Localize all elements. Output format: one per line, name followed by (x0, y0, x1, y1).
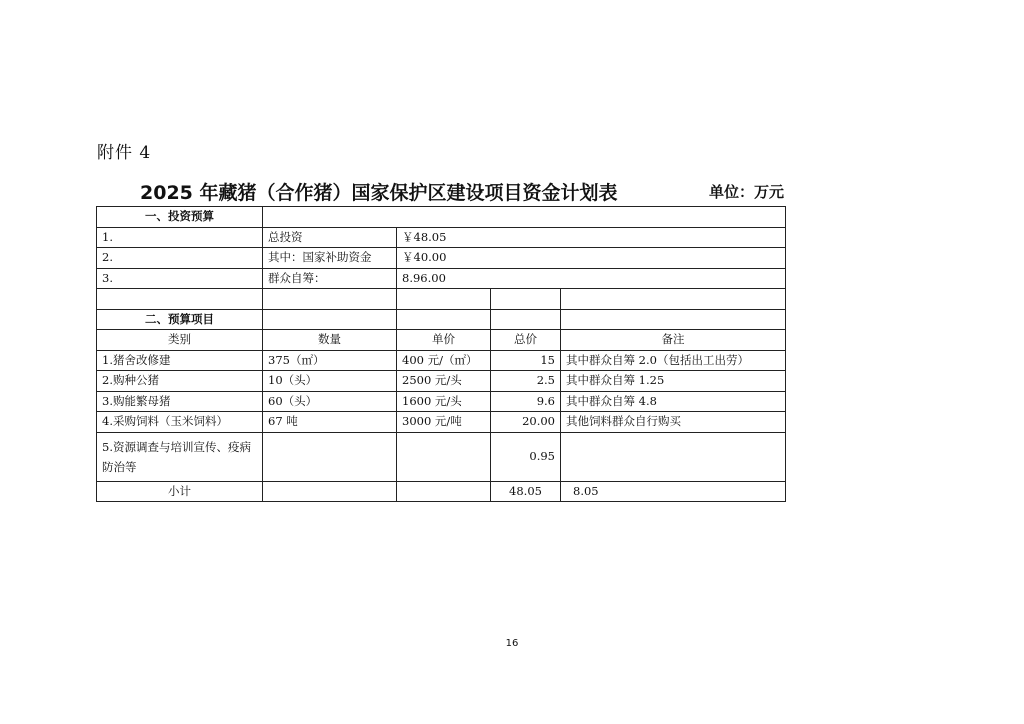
column-header-quantity: 数量 (263, 330, 397, 351)
empty-cell (561, 289, 786, 310)
cell-unit-price: 2500 元/头 (397, 371, 491, 392)
page-number: 16 (505, 638, 519, 649)
investment-row (97, 248, 786, 269)
cell-category: 5.资源调查与培训宣传、疫病防治等 (97, 432, 263, 481)
row-label: 其中：国家补助资金 (263, 248, 397, 269)
column-header-total: 总价 (491, 330, 561, 351)
row-label: 总投资 (263, 227, 397, 248)
empty-cell (263, 481, 397, 502)
column-header-unit-price: 单价 (397, 330, 491, 351)
section2-heading: 二、预算项目 (97, 309, 263, 330)
row-value: ￥48.05 (397, 227, 786, 248)
cell-note: 其中群众自筹 2.0（包括出工出劳） (561, 350, 786, 371)
cell-quantity: 67 吨 (263, 412, 397, 433)
row-value: ￥40.00 (397, 248, 786, 269)
cell-category: 3.购能繁母猪 (97, 391, 263, 412)
cell-quantity: 375（㎡） (263, 350, 397, 371)
cell-unit-price: 3000 元/吨 (397, 412, 491, 433)
subtotal-row (97, 481, 786, 502)
cell-quantity: 10（头） (263, 371, 397, 392)
empty-cell (263, 289, 397, 310)
cell-total: 2.5 (491, 371, 561, 392)
table-row (97, 371, 786, 392)
row-number: 3. (97, 268, 263, 289)
cell-note: 其中群众自筹 4.8 (561, 391, 786, 412)
cell-unit-price: 400 元/（㎡） (397, 350, 491, 371)
table-row (97, 391, 786, 412)
cell-total: 9.6 (491, 391, 561, 412)
column-header-category: 类别 (97, 330, 263, 351)
cell-category: 2.购种公猪 (97, 371, 263, 392)
empty-cell (263, 207, 786, 228)
cell-total: 15 (491, 350, 561, 371)
section1-heading-row (97, 207, 786, 228)
row-value: 8.96.00 (397, 268, 786, 289)
subtotal-note: 8.05 (561, 481, 786, 502)
column-header-note: 备注 (561, 330, 786, 351)
document-title: 2025 年藏猪（合作猪）国家保护区建设项目资金计划表 (140, 182, 618, 204)
section1-heading: 一、投资预算 (97, 207, 263, 228)
empty-cell (263, 309, 397, 330)
cell-total: 0.95 (491, 432, 561, 481)
table-row (97, 432, 786, 481)
investment-row (97, 227, 786, 248)
cell-unit-price: 1600 元/头 (397, 391, 491, 412)
cell-category: 1.猪舍改修建 (97, 350, 263, 371)
table-row (97, 350, 786, 371)
attachment-label: 附件 4 (97, 143, 152, 163)
investment-row (97, 268, 786, 289)
row-number: 2. (97, 248, 263, 269)
cell-note (561, 432, 786, 481)
empty-cell (491, 309, 561, 330)
row-label: 群众自筹： (263, 268, 397, 289)
cell-quantity: 60（头） (263, 391, 397, 412)
empty-cell (491, 289, 561, 310)
cell-unit-price (397, 432, 491, 481)
empty-cell (97, 289, 263, 310)
subtotal-label: 小计 (97, 481, 263, 502)
cell-note: 其中群众自筹 1.25 (561, 371, 786, 392)
cell-category: 4.采购饲料（玉米饲料） (97, 412, 263, 433)
unit-label: 单位：万元 (708, 183, 784, 201)
budget-table (96, 206, 786, 502)
empty-cell (397, 481, 491, 502)
cell-total: 20.00 (491, 412, 561, 433)
section2-heading-row (97, 309, 786, 330)
column-header-row (97, 330, 786, 351)
subtotal-total: 48.05 (491, 481, 561, 502)
title-row (96, 178, 786, 204)
table-row (97, 412, 786, 433)
empty-cell (397, 309, 491, 330)
empty-cell (397, 289, 491, 310)
row-number: 1. (97, 227, 263, 248)
cell-quantity (263, 432, 397, 481)
blank-row (97, 289, 786, 310)
empty-cell (561, 309, 786, 330)
cell-note: 其他饲料群众自行购买 (561, 412, 786, 433)
